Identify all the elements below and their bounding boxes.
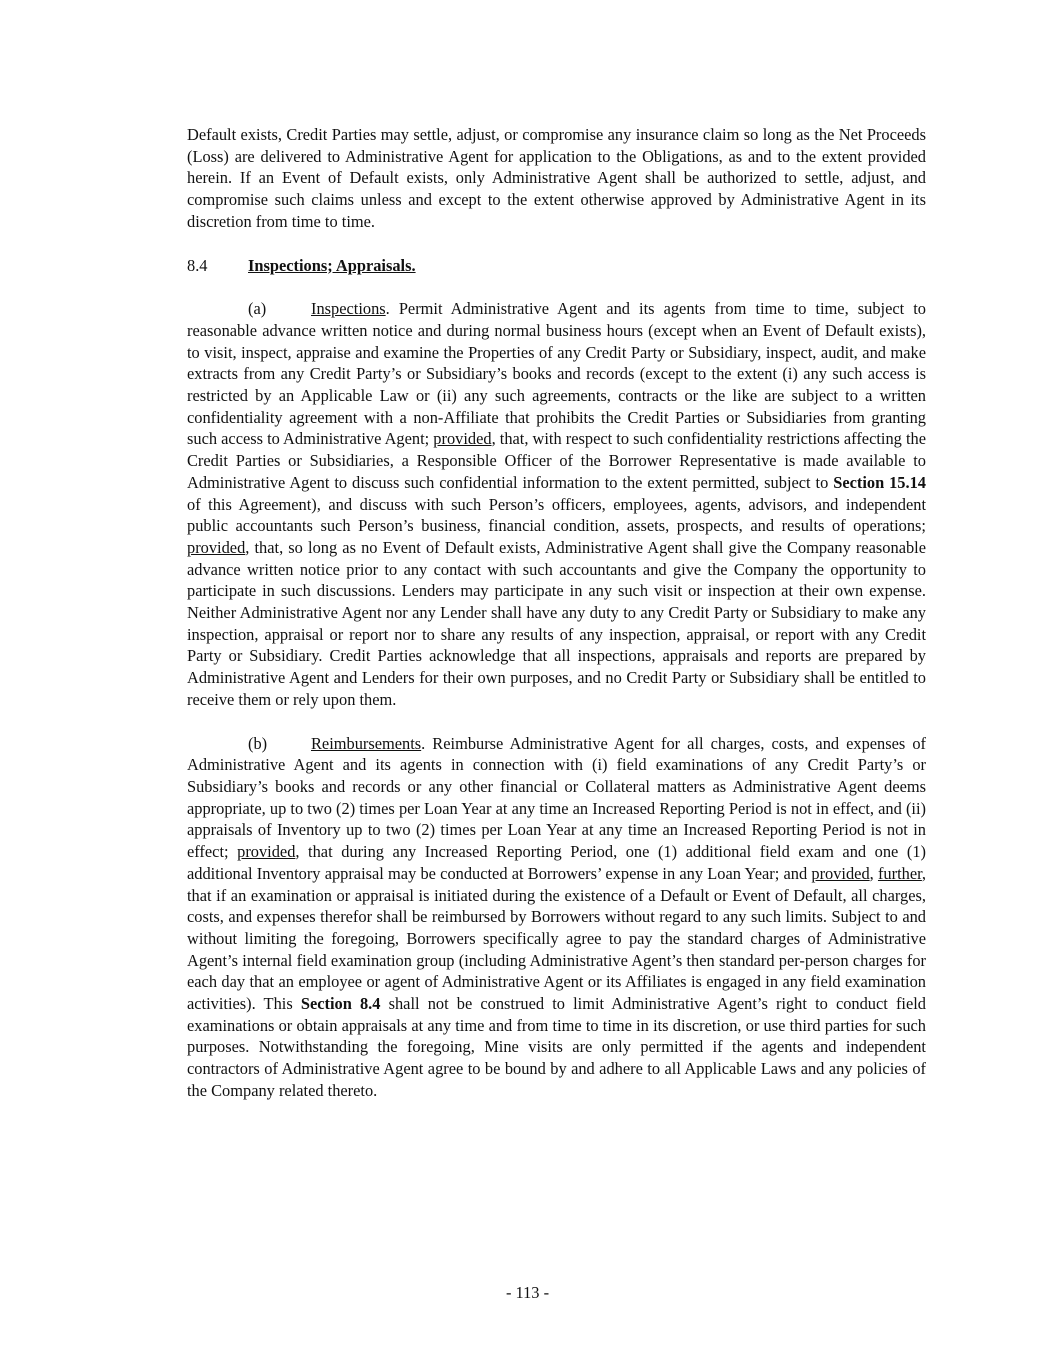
paragraph-a-text-4: , that, so long as no Event of Default exists, Administrative Agent shall give the Company reasonable advance written notice prior to any contact with such accountants and give the Company the opportunity to participate in such discussions. Lenders may participate in any such visit or inspection at their own expense. Neither Administrative Agent nor any Lender shall have any duty to any Credit Party or Subsidiary to make any inspection, appraisal or report nor to share any results of any inspection, appraisal, or report with any Credit Party or Subsidiary. Credit Parties acknowledge that all inspections, appraisals and reports are prepared by Administrative Agent and Lenders for their own purposes, and no Credit Party or Subsidiary shall be entitled to receive them or rely upon them. [187, 537, 926, 709]
paragraph-b-heading: Reimbursements [311, 733, 422, 753]
continuation-paragraph: Default exists, Credit Parties may settle, adjust, or compromise any insurance claim so long as the Net Proceeds (Loss) are delivered to Administrative Agent for application to the Obligations, as and to the extent provided herein. If an Event of Default exists, only Administrative Agent shall be authorized to settle, adjust, and compromise such claims unless and except to the extent otherwise approved by Administrative Agent in its discretion from time to time. [187, 125, 926, 231]
further-term: further [877, 863, 922, 883]
section-heading [187, 255, 926, 277]
paragraph-a-heading: Inspections [311, 299, 386, 319]
paragraph-a-text-2: , that, with respect to such confidentiality restrictions affecting the Credit Parties or Subsidiaries, a Responsible Officer of the Borrower Representative is made available to Administrative Agent to discuss such confidential information to the extent permitted, subject to [187, 429, 926, 492]
paragraph-b-text-3: , that if an examination or appraisal is initiated during the existence of a Default or Event of Default, all charges, costs, and expenses therefor shall be reimbursed by Borrowers without regard to any such limits. Subject to and without limiting the foregoing, Borrowers specifically agree to pay the standard charges of Administrative Agent’s internal field examination group (including Administrative Agent’s then standard per-person charges for each day that an employee or agent of Administrative Agent or its Affiliates is engaged in any field examination activities). This [187, 863, 926, 1014]
paragraph-a [187, 298, 926, 710]
section-title: Inspections; Appraisals. [248, 255, 416, 275]
provided-term: provided [237, 842, 296, 862]
provided-term: provided [433, 429, 492, 449]
section-reference: Section 8.4 [300, 994, 381, 1014]
paragraph-b-label: (b) [248, 733, 268, 753]
paragraph-a-text-3: of this Agreement), and discuss with such Person’s officers, employees, agents, advisors, and independent public accountants such Person’s business, financial condition, assets, prospects, and results of operations; [187, 494, 926, 536]
section-number: 8.4 [187, 255, 208, 275]
paragraph-b-text-1: . Reimburse Administrative Agent for all charges, costs, and expenses of Administrative Agent and its agents in connection with (i) field examinations of any Credit Party’s or Subsidiary’s books and records or any other financial or Collateral matters as Administrative Agent deems appropriate, up to two (2) times per Loan Year at any time an Increased Reporting Period is not in effect, and (ii) appraisals of Inventory up to two (2) times per Loan Year at any time an Increased Reporting Period is not in effect; [187, 733, 926, 862]
provided-term: provided [811, 863, 870, 883]
paragraph-a-text-1: . Permit Administrative Agent and its agents from time to time, subject to reasonable advance written notice and during normal business hours (except when an Event of Default exists), to visit, inspect, appraise and examine the Properties of any Credit Party or Subsidiary, inspect, audit, and make extracts from any Credit Party’s or Subsidiary’s books and records (except to the extent (i) any such access is restricted by an Applicable Law or (ii) any such agreements, contracts or the like are subject to a written confidentiality agreement with a non-Affiliate that prohibits the Credit Parties or Subsidiaries from granting such access to Administrative Agent; [187, 299, 926, 449]
punctuation: , [869, 863, 878, 883]
paragraph-a-label: (a) [248, 299, 267, 319]
provided-term: provided [187, 537, 246, 557]
page-number: - 113 - [505, 1283, 550, 1302]
document-page [187, 124, 926, 1102]
paragraph-b-text-4: shall not be construed to limit Administrative Agent’s right to conduct field examinations or obtain appraisals at any time and from time to time in its discretion, or use third parties for such purposes. Notwithstanding the foregoing, Mine visits are only permitted if the agents and independent contractors of Administrative Agent agree to be bound by and adhere to all Applicable Laws and any policies of the Company related thereto. [187, 994, 927, 1100]
paragraph-b [187, 733, 926, 1102]
section-reference: Section 15.14 [833, 472, 926, 492]
paragraph-b-text-2: , that during any Increased Reporting Period, one (1) additional field exam and one (1) additional Inventory appraisal may be conducted at Borrowers’ expense in any Loan Year; and [187, 842, 926, 883]
